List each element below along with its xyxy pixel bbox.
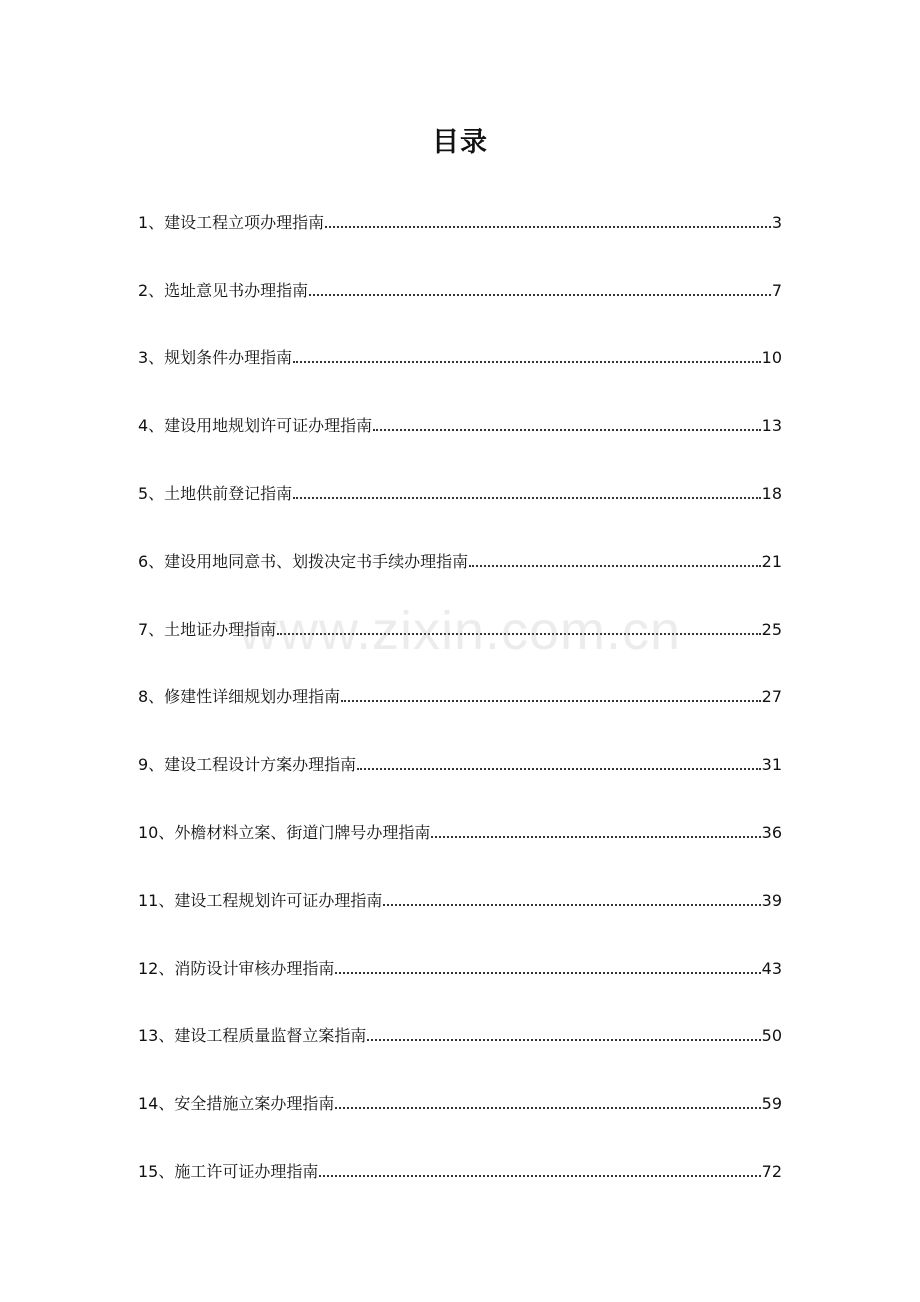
toc-entry-label: 7、土地证办理指南 [138,619,277,639]
toc-entry-page-number: 13 [761,416,782,436]
toc-entry[interactable] [138,868,782,936]
toc-entry-label: 8、修建性详细规划办理指南 [138,687,341,707]
toc-entry-label: 10、外檐材料立案、街道门牌号办理指南 [138,822,431,842]
toc-entry-label: 11、建设工程规划许可证办理指南 [138,890,383,910]
dot-leader [335,972,760,974]
toc-entry-page-number: 59 [761,1094,782,1114]
toc-entry-page-number: 36 [761,822,782,842]
dot-leader [367,1039,760,1041]
toc-entry-label: 1、建设工程立项办理指南 [138,212,325,232]
watermark: www.zixin.com.cn [238,601,682,661]
dot-leader [335,1107,760,1109]
toc-entry-label: 4、建设用地规划许可证办理指南 [138,416,373,436]
toc-entry[interactable] [138,665,782,733]
toc-entry-page-number: 10 [761,348,782,368]
toc-entry[interactable] [138,258,782,326]
toc-entry[interactable] [138,936,782,1004]
dot-leader [309,294,771,296]
toc-entry-label: 6、建设用地同意书、划拨决定书手续办理指南 [138,551,469,571]
toc-entry-label: 14、安全措施立案办理指南 [138,1094,335,1114]
toc-entry[interactable] [138,1071,782,1139]
toc-entry-page-number: 3 [771,212,782,232]
toc-entry[interactable] [138,529,782,597]
toc-entry-page-number: 21 [761,551,782,571]
toc-entry-page-number: 50 [761,1026,782,1046]
toc-entry-label: 15、施工许可证办理指南 [138,1161,319,1181]
toc-entry[interactable] [138,1004,782,1072]
toc-entry[interactable] [138,800,782,868]
dot-leader [431,836,760,838]
page-title: 目录 [432,127,488,158]
toc-entry[interactable] [138,393,782,461]
toc-entry[interactable] [138,190,782,258]
dot-leader [325,226,771,228]
toc-entry-label: 13、建设工程质量监督立案指南 [138,1026,367,1046]
toc-entry-label: 12、消防设计审核办理指南 [138,958,335,978]
dot-leader [293,361,760,363]
toc-entry-label: 5、土地供前登记指南 [138,483,293,503]
dot-leader [341,700,760,702]
toc-entry[interactable] [138,461,782,529]
table-of-contents [138,190,782,1207]
toc-entry-page-number: 39 [761,890,782,910]
toc-entry[interactable] [138,1139,782,1207]
toc-entry-page-number: 27 [761,687,782,707]
toc-entry[interactable] [138,326,782,394]
toc-entry-page-number: 43 [761,958,782,978]
dot-leader [373,429,760,431]
dot-leader [357,768,760,770]
toc-entry-label: 3、规划条件办理指南 [138,348,293,368]
dot-leader [319,1175,760,1177]
toc-entry-page-number: 18 [761,483,782,503]
toc-entry[interactable] [138,597,782,665]
dot-leader [277,633,760,635]
toc-entry[interactable] [138,732,782,800]
toc-entry-page-number: 7 [771,280,782,300]
toc-entry-page-number: 25 [761,619,782,639]
toc-entry-label: 2、选址意见书办理指南 [138,280,309,300]
dot-leader [293,497,760,499]
dot-leader [469,565,760,567]
toc-entry-label: 9、建设工程设计方案办理指南 [138,755,357,775]
toc-entry-page-number: 31 [761,755,782,775]
toc-entry-page-number: 72 [761,1161,782,1181]
dot-leader [383,904,760,906]
